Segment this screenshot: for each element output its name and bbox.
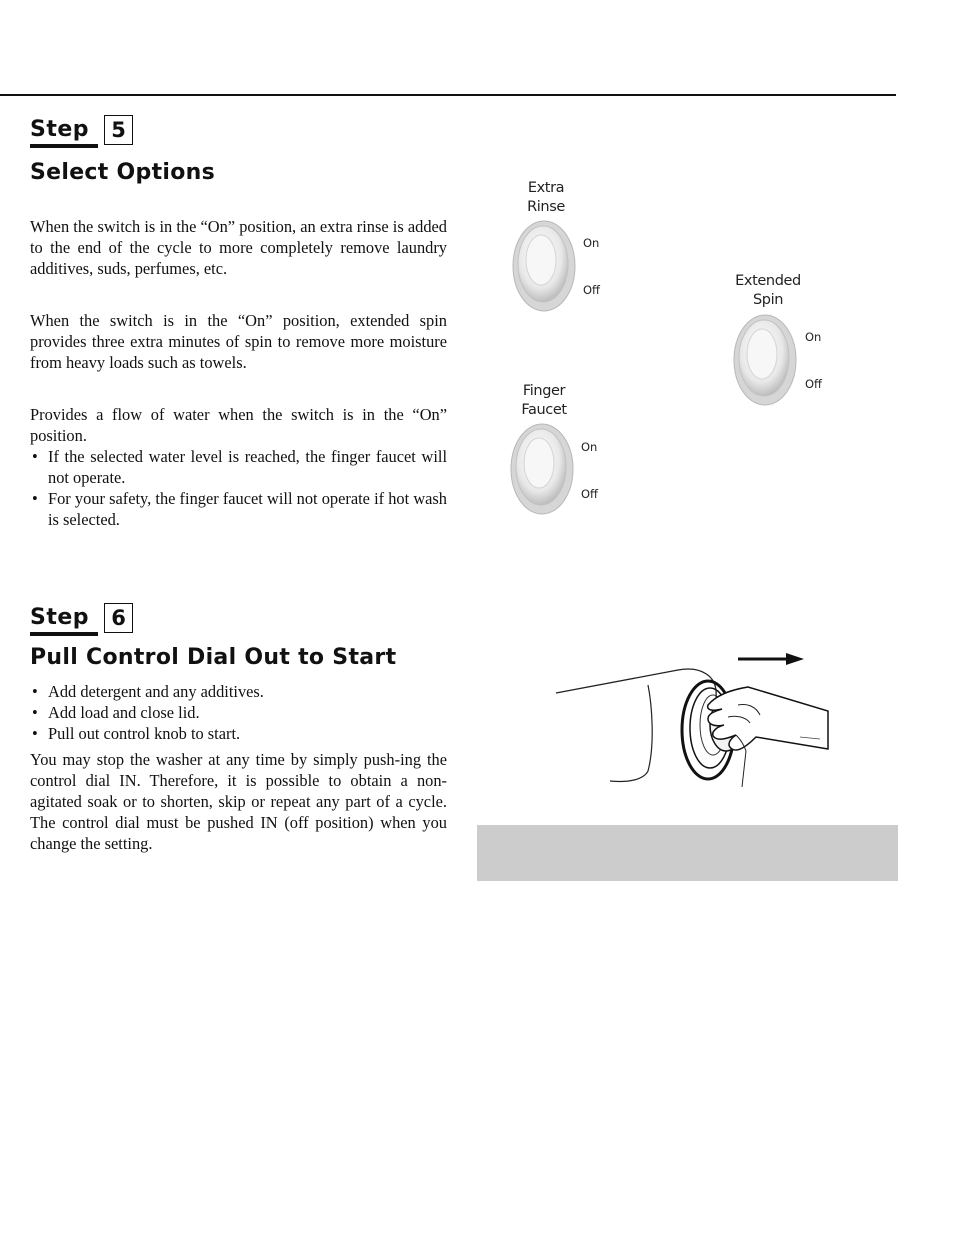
finger-faucet-bullet-list	[30, 446, 447, 530]
extended-spin-label: Extended Spin	[735, 273, 801, 308]
finger-faucet-switch[interactable]	[508, 421, 578, 519]
finger-faucet-on-label: On	[581, 440, 598, 454]
finger-faucet-description	[30, 404, 447, 530]
list-item: • Add load and close lid.	[30, 702, 447, 723]
section-title-select-options: Select Options	[30, 160, 216, 185]
extended-spin-description: When the switch is in the “On” position, extended spin provides three extra minutes of spin to remove more moisture from heavy loads such as towels.	[30, 311, 447, 372]
step-5-badge	[30, 117, 133, 148]
note-bar	[477, 825, 898, 881]
extended-spin-on-label: On	[805, 330, 822, 344]
start-bullet-list	[30, 681, 447, 744]
extra-rinse-off-label: Off	[583, 283, 600, 297]
right-arrow-icon	[738, 653, 804, 665]
list-item: • If the selected water level is reached, the finger faucet will not operate.	[30, 446, 447, 488]
extended-spin-off-label: Off	[805, 377, 822, 391]
step-word: Step	[30, 117, 98, 148]
start-instructions	[30, 681, 447, 744]
finger-faucet-label: Finger Faucet	[521, 383, 567, 418]
finger-faucet-text: Provides a flow of water when the switch is in the “On” position.	[30, 405, 447, 445]
step-number: 5	[104, 115, 133, 145]
extra-rinse-on-label: On	[583, 236, 600, 250]
stop-washer-paragraph: You may stop the washer at any time by simply push-ing the control dial IN. Therefore, it is possible to obtain a non-agitated soak or to shorten, skip or repeat any part of a cycle. The control dial must be pushed IN (off position) when you change the setting.	[30, 750, 447, 853]
step-6-badge	[30, 605, 133, 636]
top-rule	[0, 94, 896, 96]
list-item: • Add detergent and any additives.	[30, 681, 447, 702]
extended-spin-switch[interactable]	[731, 312, 801, 410]
section-title-pull-dial: Pull Control Dial Out to Start	[30, 645, 397, 670]
extra-rinse-description: When the switch is in the “On” position, an extra rinse is added to the end of the cycle to more completely remove laundry additives, suds, perfumes, etc.	[30, 217, 447, 278]
extra-rinse-label: Extra Rinse	[527, 180, 565, 215]
extra-rinse-switch[interactable]	[510, 218, 580, 316]
finger-faucet-off-label: Off	[581, 487, 598, 501]
step-number: 6	[104, 603, 133, 633]
step-word: Step	[30, 605, 98, 636]
hand-pulling-dial-illustration	[550, 645, 840, 795]
list-item: • For your safety, the finger faucet will not operate if hot wash is selected.	[30, 488, 447, 530]
list-item: • Pull out control knob to start.	[30, 723, 447, 744]
